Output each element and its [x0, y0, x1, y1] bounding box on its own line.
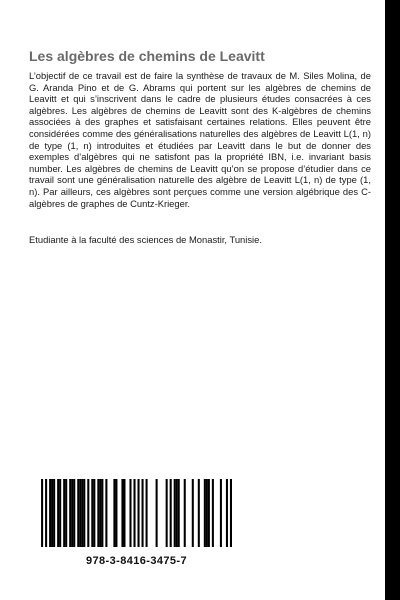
- barcode-bar: [79, 479, 81, 547]
- barcode-bar: [113, 479, 115, 547]
- barcode-bar: [97, 479, 99, 547]
- barcode-icon: [29, 479, 244, 547]
- barcode-block: [29, 479, 244, 567]
- barcode-bar: [59, 479, 61, 547]
- barcode-bar: [83, 479, 85, 547]
- barcode-bar: [166, 479, 168, 547]
- barcode-bar: [220, 479, 222, 547]
- right-border: [385, 0, 400, 600]
- barcode-bar: [53, 479, 55, 547]
- book-title: Les algèbres de chemins de Leavitt: [29, 48, 265, 64]
- barcode-bar: [41, 479, 43, 547]
- barcode-bar: [87, 479, 89, 547]
- barcode-bar: [121, 479, 123, 547]
- abstract-paragraph: L’objectif de ce travail est de faire la synthèse de travaux de M. Siles Molina, de G. Aranda Pino et de G. Abrams qui portent sur les algèbres de chemins de Leavitt et qui s’inscrivent dans le cadre de plusieurs études consacrées à ces algèbres. Les algèbres de chemins de Leavitt sont des K-algèbres de chemins associées à des graphes et satisfaisant certaines relations. Elles peuvent être considérées comme des généralisations naturelles des algèbres de Leavitt L(1, n) de type (1, n) introduites et étudiées par Leavitt dans le but de donner des exemples d’algèbres qui ne satisfont pas la propriété IBN, i.e. invariant basis number. Les algèbres de chemins de Leavitt qu’on se propose d’étudier dans ce travail sont une généralisation naturelle des algèbre de Leavitt L(1, n) de type (1, n). Par ailleurs, ces algèbres sont perçues comme une version algébrique des C-algèbres de graphes de Cuntz-Krieger.: [29, 70, 371, 209]
- barcode-bar: [226, 479, 228, 547]
- barcode-bar: [49, 479, 51, 547]
- barcode-bar: [178, 479, 180, 547]
- barcode-bar: [77, 479, 79, 547]
- barcode-bar: [192, 479, 194, 547]
- barcode-bar: [69, 479, 71, 547]
- isbn-number: 978-3-8416-3475-7: [86, 555, 187, 567]
- barcode-bar: [73, 479, 75, 547]
- barcode-bar: [65, 479, 67, 547]
- barcode-bar: [156, 479, 158, 547]
- barcode-bar: [81, 479, 83, 547]
- barcode-bar: [129, 479, 131, 547]
- barcode-bar: [176, 479, 178, 547]
- barcode-bar: [184, 479, 186, 547]
- barcode-bar: [133, 479, 135, 547]
- barcode-bar: [212, 479, 214, 547]
- barcode-bar: [63, 479, 65, 547]
- barcode-bar: [198, 479, 200, 547]
- barcode-bar: [115, 479, 117, 547]
- barcode-bar: [174, 479, 176, 547]
- barcode-bar: [45, 479, 47, 547]
- barcode-bar: [146, 479, 148, 547]
- barcode-bar: [99, 479, 101, 547]
- barcode-bar: [71, 479, 73, 547]
- author-bio: Etudiante à la faculté des sciences de Monastir, Tunisie.: [29, 234, 262, 245]
- barcode-bar: [101, 479, 103, 547]
- barcode-bar: [170, 479, 172, 547]
- barcode-bar: [138, 479, 140, 547]
- barcode-bar: [105, 479, 107, 547]
- barcode-bar: [123, 479, 125, 547]
- barcode-bar: [91, 479, 93, 547]
- barcode-bar: [57, 479, 59, 547]
- barcode-bar: [204, 479, 206, 547]
- barcode-bar: [142, 479, 144, 547]
- barcode-bar: [206, 479, 208, 547]
- barcode-bar: [230, 479, 232, 547]
- barcode-bar: [208, 479, 210, 547]
- barcode-bar: [51, 479, 53, 547]
- barcode-bar: [93, 479, 95, 547]
